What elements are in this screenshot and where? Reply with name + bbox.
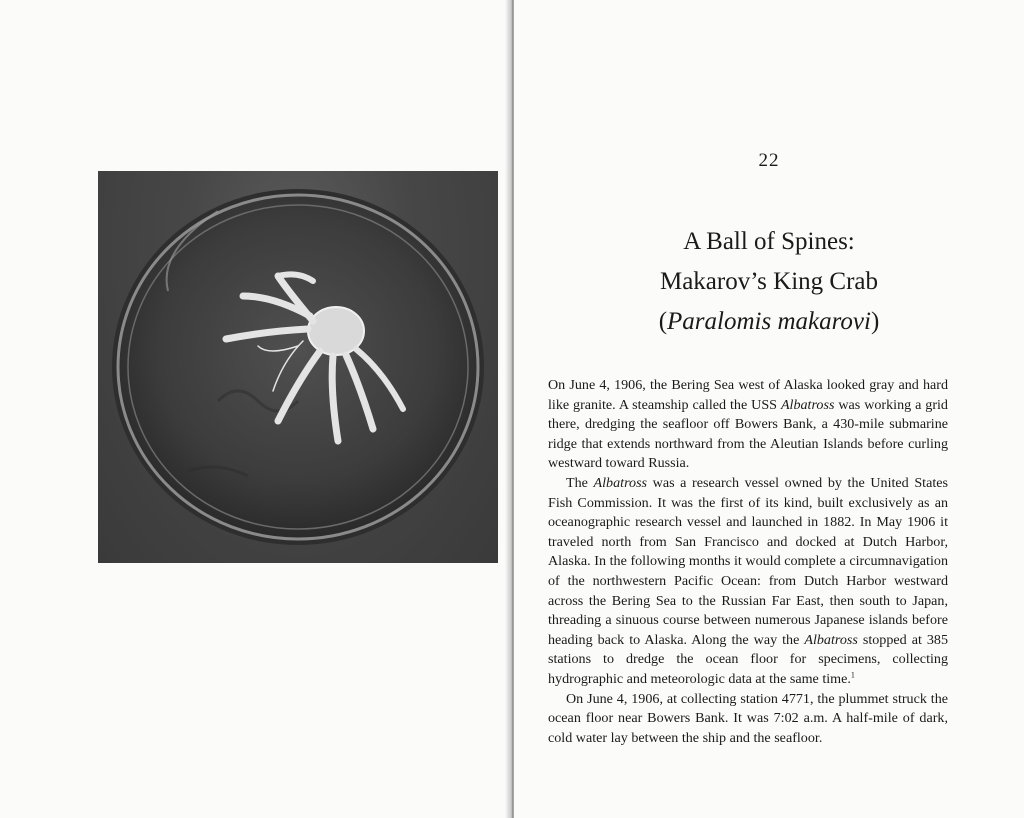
- chapter-title-line-2: Makarov’s King Crab: [659, 268, 879, 295]
- chapter-title-species: (Paralomis makarovi): [658, 308, 880, 335]
- body-text: [548, 376, 948, 748]
- paragraph-2: The Albatross was a research vessel owned by the United States Fish Commission. It was the first of its kind, built exclusively as an oceanographic research vessel and launched in 1882. In May 1906 it traveled north from San Francisco and docked at Dutch Harbor, Alaska. In the following months it would complete a circumnavigation of the northwestern Pacific Ocean: from Dutch Harbor westward across the Bering Sea to the Russian Far East, then south to Japan, threading a sinuous course between numerous Japanese islands before heading back to Alaska. Along the way the Albatross stopped at 385 stations to dredge the ocean floor for specimens, collecting hydrographic and meteorologic data at the same time.$^1$: [548, 474, 948, 687]
- chapter-number: 22: [758, 150, 780, 171]
- right-page: [514, 0, 1024, 818]
- footnote-marker: 1: [850, 670, 855, 680]
- paragraph-1: On June 4, 1906, the Bering Sea west of Alaska looked gray and hard like granite. A steamship called the USS Albatross was working a grid there, dredging the seafloor off Bowers Bank, a 430-mile submarine ridge that extends northward from the Aleutian Islands before curling westward toward Russia.: [548, 377, 948, 472]
- chapter-title-line-1: A Ball of Spines:: [683, 228, 855, 255]
- crab-photo: [98, 171, 498, 563]
- paragraph-3: On June 4, 1906, at collecting station 4771, the plummet struck the ocean floor near Bowers Bank. It was 7:02 a.m. A half-mile of dark, cold water lay between the ship and the seafloor.: [548, 690, 948, 746]
- chapter-title: [514, 222, 1024, 342]
- petri-dish-image: [98, 171, 498, 563]
